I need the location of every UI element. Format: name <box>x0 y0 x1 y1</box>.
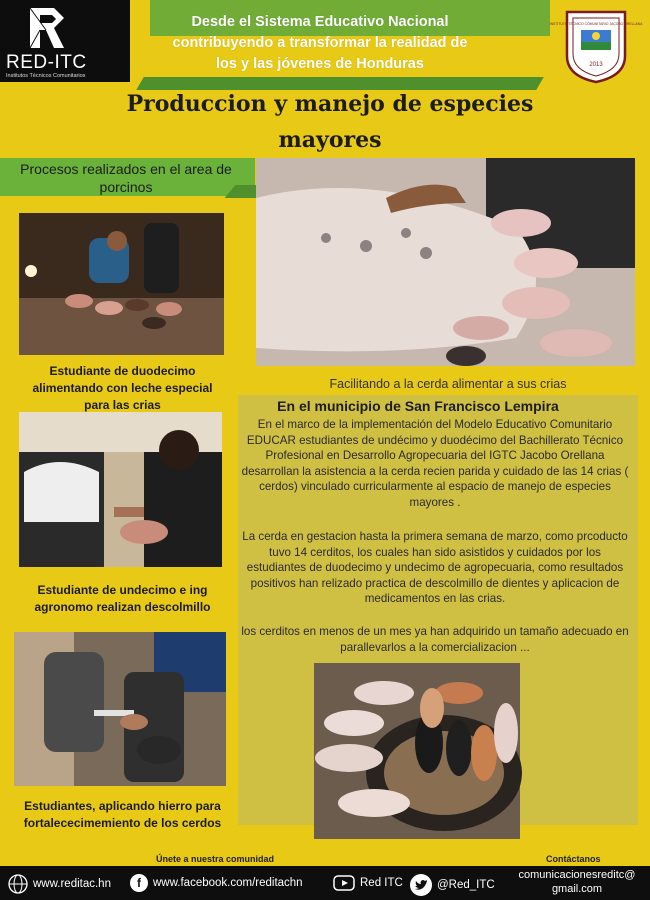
footer-contact-label: Contáctanos <box>546 854 601 864</box>
logo-subtitle: Institutos Técnicos Comunitarios <box>6 73 86 79</box>
iron-injection-photo <box>14 632 226 786</box>
page-title <box>40 86 620 158</box>
piglets-feeding-trough-photo <box>314 663 520 839</box>
tooth-trimming-photo <box>19 412 222 567</box>
photo-caption-2: Estudiante de undecimo e ing agronomo realizan descolmillo <box>34 583 211 614</box>
footer-join-label: Únete a nuestra comunidad <box>156 854 275 864</box>
sow-nursing-photo <box>256 158 635 366</box>
section-label: Procesos realizados en el area de porcinos <box>20 161 232 195</box>
youtube-text: Red ITC <box>360 877 403 889</box>
facebook-text: www.facebook.com/reditachn <box>153 877 303 889</box>
banner-line-1: Desde el Sistema Educativo Nacional <box>191 14 449 30</box>
footer-twitter-link[interactable] <box>410 874 495 896</box>
youtube-icon <box>333 874 355 892</box>
banner-line-2: contribuyendo a transformar la realidad de <box>172 35 468 51</box>
website-text: www.reditac.hn <box>33 878 111 890</box>
seal-year-text: 2013 <box>589 62 603 68</box>
email-line-2: gmail.com <box>551 883 603 895</box>
twitter-icon <box>410 874 432 896</box>
piglet-feeding-photo <box>19 213 224 355</box>
banner-line-3: los y las jóvenes de Honduras <box>216 56 424 72</box>
email-line-1: comunicacionesreditc@ <box>518 869 636 881</box>
title-line-2: mayores <box>278 127 382 153</box>
facebook-icon: f <box>130 874 148 892</box>
sow-photo-caption: Facilitando a la cerda alimentar a sus crias <box>329 377 567 391</box>
seal-name-text: INSTITUTO TÉCNICO COMUNITARIO JACOBO ORELLANA <box>549 22 643 26</box>
footer-website-link[interactable] <box>8 874 111 894</box>
red-itc-logo-icon <box>28 6 68 50</box>
globe-icon <box>8 874 28 894</box>
photo-caption-3: Estudiantes, aplicando hierro para fortalececimemiento de los cerdos <box>23 799 222 830</box>
footer-facebook-link[interactable] <box>130 874 303 892</box>
article-paragraph-1: En el marco de la implementación del Modelo Educativo Comunitario EDUCAR estudiantes de undécimo y duodécimo del Bachillerato Técnico Profesional en Desarrollo Agropecuaria del IGTC Jacobo Orellana desarrollan la asistencia a la cerda recien parida y cuidado de las 14 crias ( cerdos) vinculado curricularmente al espacio de manejo de especies mayores . <box>241 418 629 509</box>
title-line-1: Produccion y manejo de especies <box>126 91 534 117</box>
twitter-text: @Red_ITC <box>437 879 495 891</box>
article-paragraph-3: los cerditos en menos de un mes ya han adquirido un tamaño adecuado en parallevarlos a la comercializacion ... <box>241 625 629 654</box>
logo-wordmark: RED-ITC <box>6 52 87 73</box>
footer-youtube-link[interactable] <box>333 874 403 892</box>
banner-text <box>140 12 500 75</box>
school-seal-icon <box>549 8 643 84</box>
article-paragraph-2: La cerda en gestacion hasta la primera semana de marzo, como prcoducto tuvo 14 cerditos, los cuales han sido asistidos y cuidados por los estudiantes de duodecimo y undecimo de agropecuaria, como resultados positivos han relizado practica de descolmillo de dientes y aplicacion de medicamentos en las crias. <box>242 530 628 606</box>
article-heading: En el municipio de San Francisco Lempira <box>277 398 559 414</box>
footer-email-link[interactable] <box>506 868 648 896</box>
photo-caption-1: Estudiante de duodecimo alimentando con leche especial para las crias <box>32 364 213 412</box>
